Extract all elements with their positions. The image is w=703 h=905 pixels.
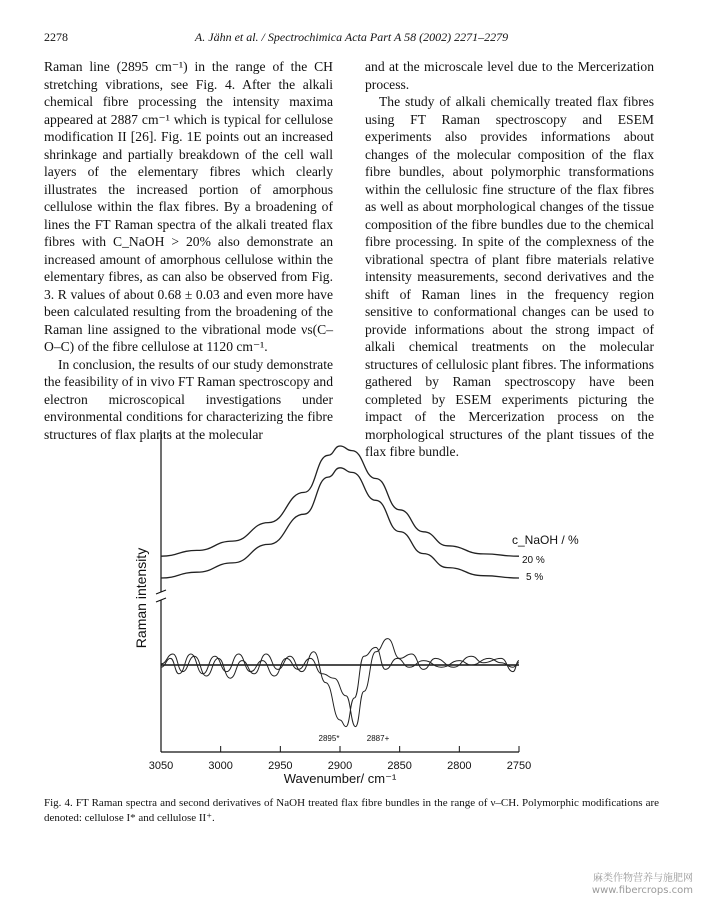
watermark-line: 麻类作物营养与施肥网 bbox=[593, 873, 693, 884]
left-column bbox=[44, 58, 333, 443]
page-number: 2278 bbox=[44, 30, 68, 44]
raman-chart bbox=[0, 420, 703, 800]
right-column bbox=[365, 58, 654, 461]
running-header bbox=[44, 30, 659, 46]
running-title: A. Jähn et al. / Spectrochimica Acta Part A 58 (2002) 2271–2279 bbox=[194, 30, 509, 44]
annotation-2895: 2895* bbox=[318, 734, 340, 743]
series-line bbox=[161, 639, 519, 727]
series-line bbox=[161, 468, 519, 578]
paragraph: Raman line (2895 cm⁻¹) in the range of the CH stretching vibrations, see Fig. 4. After the alkali chemical fibre processing the intensity maxima appeared at 2887 cm⁻¹ which is typical for cellulose modification II [26]. Fig. 1E points out an increased shrinkage and partially breakdown of the cell wall layers of the elementary fibres which clearly illustrates the increased portion of amorphous cellulose within the flax fibres. By a broadening of lines the FT Raman spectra of the alkali treated flax fibres with C_NaOH > 20% also demonstrate an increased amount of amorphous cellulose within the elementary fibres, as can also be observed from Fig. 3. R values of about 0.68 ± 0.03 and even more have been calculated resulting from the broadening of the Raman line assigned to the vibrational mode νs(C–O–C) of the fibre cellulose at 1120 cm⁻¹. bbox=[44, 59, 333, 354]
x-axis-label: Wavenumber/ cm⁻¹ bbox=[283, 771, 397, 786]
legend-entry: 5 % bbox=[526, 572, 544, 583]
paragraph: The study of alkali chemically treated flax fibres using FT Raman spectroscopy and ESEM experiments also provides informations about changes of the molecular composition of the flax fibre bundles, about polymorphic transformations within the cellulosic fine structure of the flax fibres as well as about morphological changes of the tissue composition of the fibre bundles due to the chemical fibre processing. In spite of the complexness of the vibrational spectra of plant fibre materials relative intensity measurements, second derivatives and the shift of Raman lines in the frequency region sensitive to conformational changes can be used to provide informations about the strong impact of alkali chemical treatments on the molecular structures of cellulosic plant fibres. The informations gathered by Raman spectroscopy have been completed by ESEM experiments picturing the impact of the Mercerization process on the morphological structures of the plant tissues of the flax fibre bundle. bbox=[365, 94, 654, 459]
paragraph: and at the microscale level due to the Mercerization process. bbox=[365, 59, 654, 92]
figure-4 bbox=[0, 420, 703, 800]
legend-title: c_NaOH / % bbox=[512, 533, 579, 547]
annotation-2887: 2887+ bbox=[366, 734, 390, 743]
x-tick-label: 2950 bbox=[268, 760, 293, 772]
x-tick-label: 2750 bbox=[506, 760, 532, 772]
series-line bbox=[161, 446, 519, 556]
figure-caption: Fig. 4. FT Raman spectra and second derivatives of NaOH treated flax fibre bundles in the range of ν–CH. Polymorphic modifications are denoted: cellulose I* and cellulose II⁺. bbox=[44, 797, 659, 824]
legend-entry: 20 % bbox=[522, 555, 545, 566]
watermark-line: www.fibercrops.com bbox=[591, 885, 693, 896]
watermark bbox=[592, 873, 693, 897]
paragraph: In conclusion, the results of our study demonstrate the feasibility of in vivo FT Raman spectroscopy and electron microscopical investigations under environmental conditions for characterizing the fibre structures of flax plants at the molecular bbox=[44, 356, 333, 442]
x-tick-label: 2900 bbox=[327, 760, 353, 772]
x-tick-label: 3050 bbox=[148, 760, 174, 772]
x-tick-label: 2800 bbox=[447, 760, 472, 772]
y-axis-label: Raman intensity bbox=[133, 547, 149, 649]
x-tick-label: 3000 bbox=[208, 760, 233, 772]
x-tick-label: 2850 bbox=[387, 760, 412, 772]
